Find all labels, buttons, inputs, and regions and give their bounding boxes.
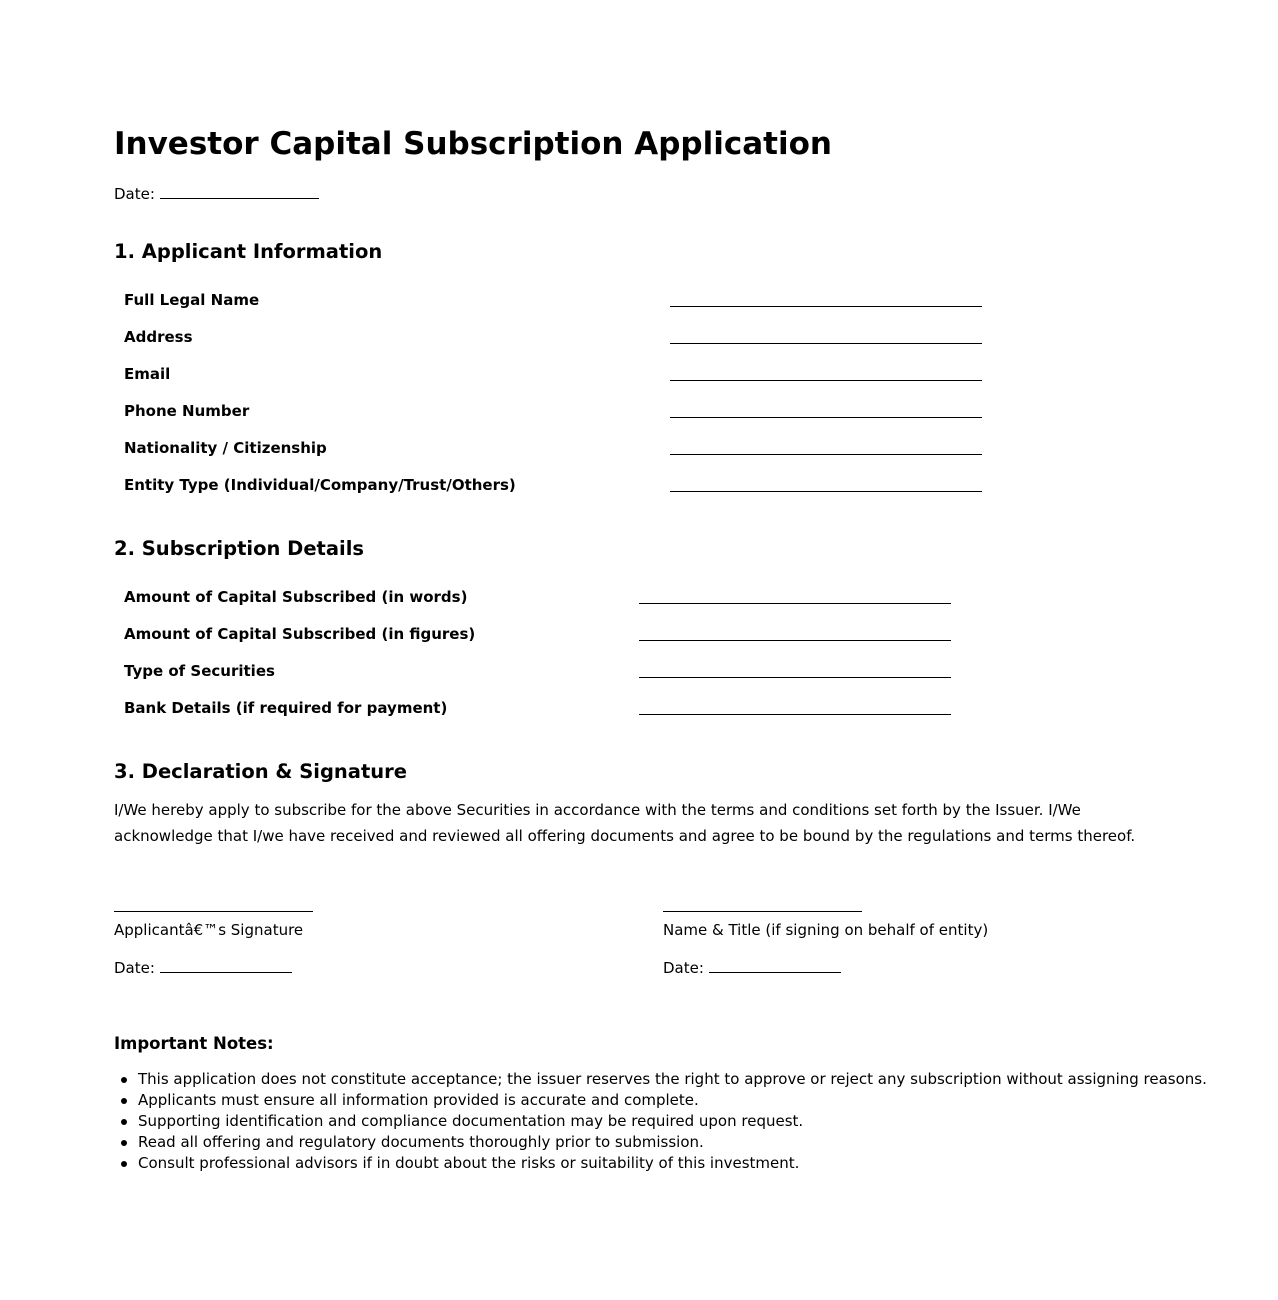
section-subscription-details-heading: 2. Subscription Details: [114, 537, 365, 560]
type-of-securities-blank-line[interactable]: [639, 677, 951, 678]
field-label: Phone Number: [124, 402, 250, 420]
bullet-icon: [121, 1119, 127, 1125]
name-title-signature-date: [663, 958, 841, 978]
list-item: [138, 1153, 1188, 1174]
field-label: Address: [124, 328, 193, 346]
field-label: Nationality / Citizenship: [124, 439, 327, 457]
section-declaration-signature-heading: 3. Declaration & Signature: [114, 760, 407, 783]
field-label: Type of Securities: [124, 662, 275, 680]
field-label: Amount of Capital Subscribed (in words): [124, 588, 468, 606]
note-text: Read all offering and regulatory documents thoroughly prior to submission.: [138, 1133, 704, 1151]
bullet-icon: [121, 1098, 127, 1104]
note-text: Applicants must ensure all information provided is accurate and complete.: [138, 1091, 699, 1109]
field-label: Entity Type (Individual/Company/Trust/Others): [124, 476, 516, 494]
address-blank-line[interactable]: [670, 343, 982, 344]
nationality-blank-line[interactable]: [670, 454, 982, 455]
section-applicant-information-heading: 1. Applicant Information: [114, 240, 383, 263]
note-text: This application does not constitute acceptance; the issuer reserves the right to approve or reject any subscription without assigning reasons.: [138, 1070, 1207, 1088]
applicant-date-blank-line[interactable]: [160, 958, 292, 973]
name-title-label: Name & Title (if signing on behalf of entity): [663, 921, 989, 939]
list-item: [138, 1090, 1188, 1111]
entity-date-blank-line[interactable]: [709, 958, 841, 973]
list-item: [138, 1111, 1188, 1132]
amount-figures-blank-line[interactable]: [639, 640, 951, 641]
applicant-signature-date: [114, 958, 292, 978]
applicant-signature-label: Applicantâ€™s Signature: [114, 921, 304, 939]
important-notes-list: [114, 1069, 1207, 1174]
bank-details-blank-line[interactable]: [639, 714, 951, 715]
list-item: [138, 1069, 1207, 1090]
bullet-icon: [121, 1077, 127, 1083]
important-notes-heading: Important Notes:: [114, 1034, 274, 1053]
phone-number-blank-line[interactable]: [670, 417, 982, 418]
note-text: Supporting identification and compliance documentation may be required upon request.: [138, 1112, 804, 1130]
note-text: Consult professional advisors if in doubt about the risks or suitability of this investment.: [138, 1154, 800, 1172]
name-title-signature-line[interactable]: [663, 911, 862, 912]
application-date: [114, 184, 319, 204]
bullet-icon: [121, 1140, 127, 1146]
field-label: Full Legal Name: [124, 291, 260, 309]
date-label: Date:: [114, 185, 155, 203]
document-title: Investor Capital Subscription Application: [114, 126, 832, 162]
field-label: Bank Details (if required for payment): [124, 699, 448, 717]
date-blank-line[interactable]: [160, 184, 319, 199]
full-legal-name-blank-line[interactable]: [670, 306, 982, 307]
applicant-signature-line[interactable]: [114, 911, 313, 912]
bullet-icon: [121, 1161, 127, 1167]
list-item: [138, 1132, 1188, 1153]
amount-words-blank-line[interactable]: [639, 603, 951, 604]
field-label: Amount of Capital Subscribed (in figures): [124, 625, 476, 643]
email-blank-line[interactable]: [670, 380, 982, 381]
date-label: Date:: [663, 959, 704, 977]
declaration-text: I/We hereby apply to subscribe for the above Securities in accordance with the terms and conditions set forth by the Issuer. I/We acknowledge that I/we have received and reviewed all offering documents and agree to be bound by the regulations and terms thereof.: [114, 801, 1136, 845]
entity-type-blank-line[interactable]: [670, 491, 982, 492]
date-label: Date:: [114, 959, 155, 977]
field-label: Email: [124, 365, 171, 383]
